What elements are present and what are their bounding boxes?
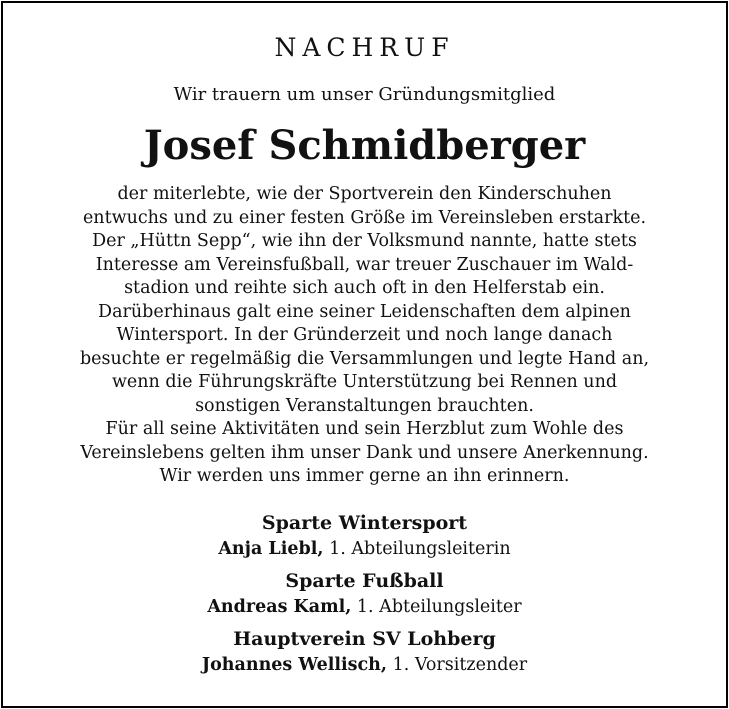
body-line: Vereinslebens gelten ihm unser Dank und unsere Anerkennung. — [80, 442, 649, 463]
body-line: Wir werden uns immer gerne an ihn erinnern. — [159, 466, 570, 486]
signature-group-title: Hauptverein SV Lohberg — [233, 628, 496, 650]
signature-hauptverein — [3, 625, 726, 677]
body-line: der miterlebte, wie der Sportverein den Kinderschuhen — [117, 184, 612, 204]
body-line: Wintersport. In der Gründerzeit und noch lange danach — [116, 325, 613, 345]
signer-name: Anja Liebl, — [218, 539, 324, 559]
signature-person — [3, 537, 726, 561]
body-line: wenn die Führungskräfte Unterstützung bei Rennen und — [111, 372, 618, 392]
body-line: sonstigen Veranstaltungen brauchten. — [195, 395, 534, 416]
signature-group-title: Sparte Fußball — [285, 570, 444, 592]
body-line: Der „Hüttn Sepp“, wie ihn der Volksmund nannte, hatte stets — [92, 231, 637, 251]
signature-group-title: Sparte Wintersport — [261, 512, 468, 534]
body-line: stadion und reihte sich auch oft in den Helferstab ein. — [124, 278, 605, 298]
signature-person — [3, 653, 726, 677]
signer-name: Johannes Wellisch, — [201, 655, 387, 675]
signature-wintersport — [3, 509, 726, 561]
intro-line: Wir trauern um unser Gründungsmitglied — [173, 84, 556, 105]
body-line: entwuchs und zu einer festen Größe im Vereinsleben erstarkte. — [82, 207, 647, 228]
body-line: Darüberhinaus galt eine seiner Leidenschaften dem alpinen — [98, 301, 631, 322]
notice-heading: NACHRUF — [274, 33, 455, 62]
body-line: besuchte er regelmäßig die Versammlungen und legte Hand an, — [79, 348, 650, 369]
body-line: Für all seine Aktivitäten und sein Herzblut zum Wohle des — [105, 419, 624, 439]
obituary-body — [39, 183, 690, 489]
signer-role: 1. Vorsitzender — [392, 655, 528, 675]
deceased-name: Josef Schmidberger — [143, 122, 586, 169]
signature-block — [3, 509, 726, 683]
signer-name: Andreas Kaml, — [207, 597, 352, 617]
signature-person — [3, 595, 726, 619]
signature-fussball — [3, 567, 726, 619]
signer-role: 1. Abteilungsleiter — [356, 597, 522, 617]
body-line: Interesse am Vereinsfußball, war treuer Zuschauer im Wald- — [95, 254, 634, 275]
signer-role: 1. Abteilungsleiterin — [329, 539, 511, 559]
obituary-notice — [1, 1, 728, 708]
